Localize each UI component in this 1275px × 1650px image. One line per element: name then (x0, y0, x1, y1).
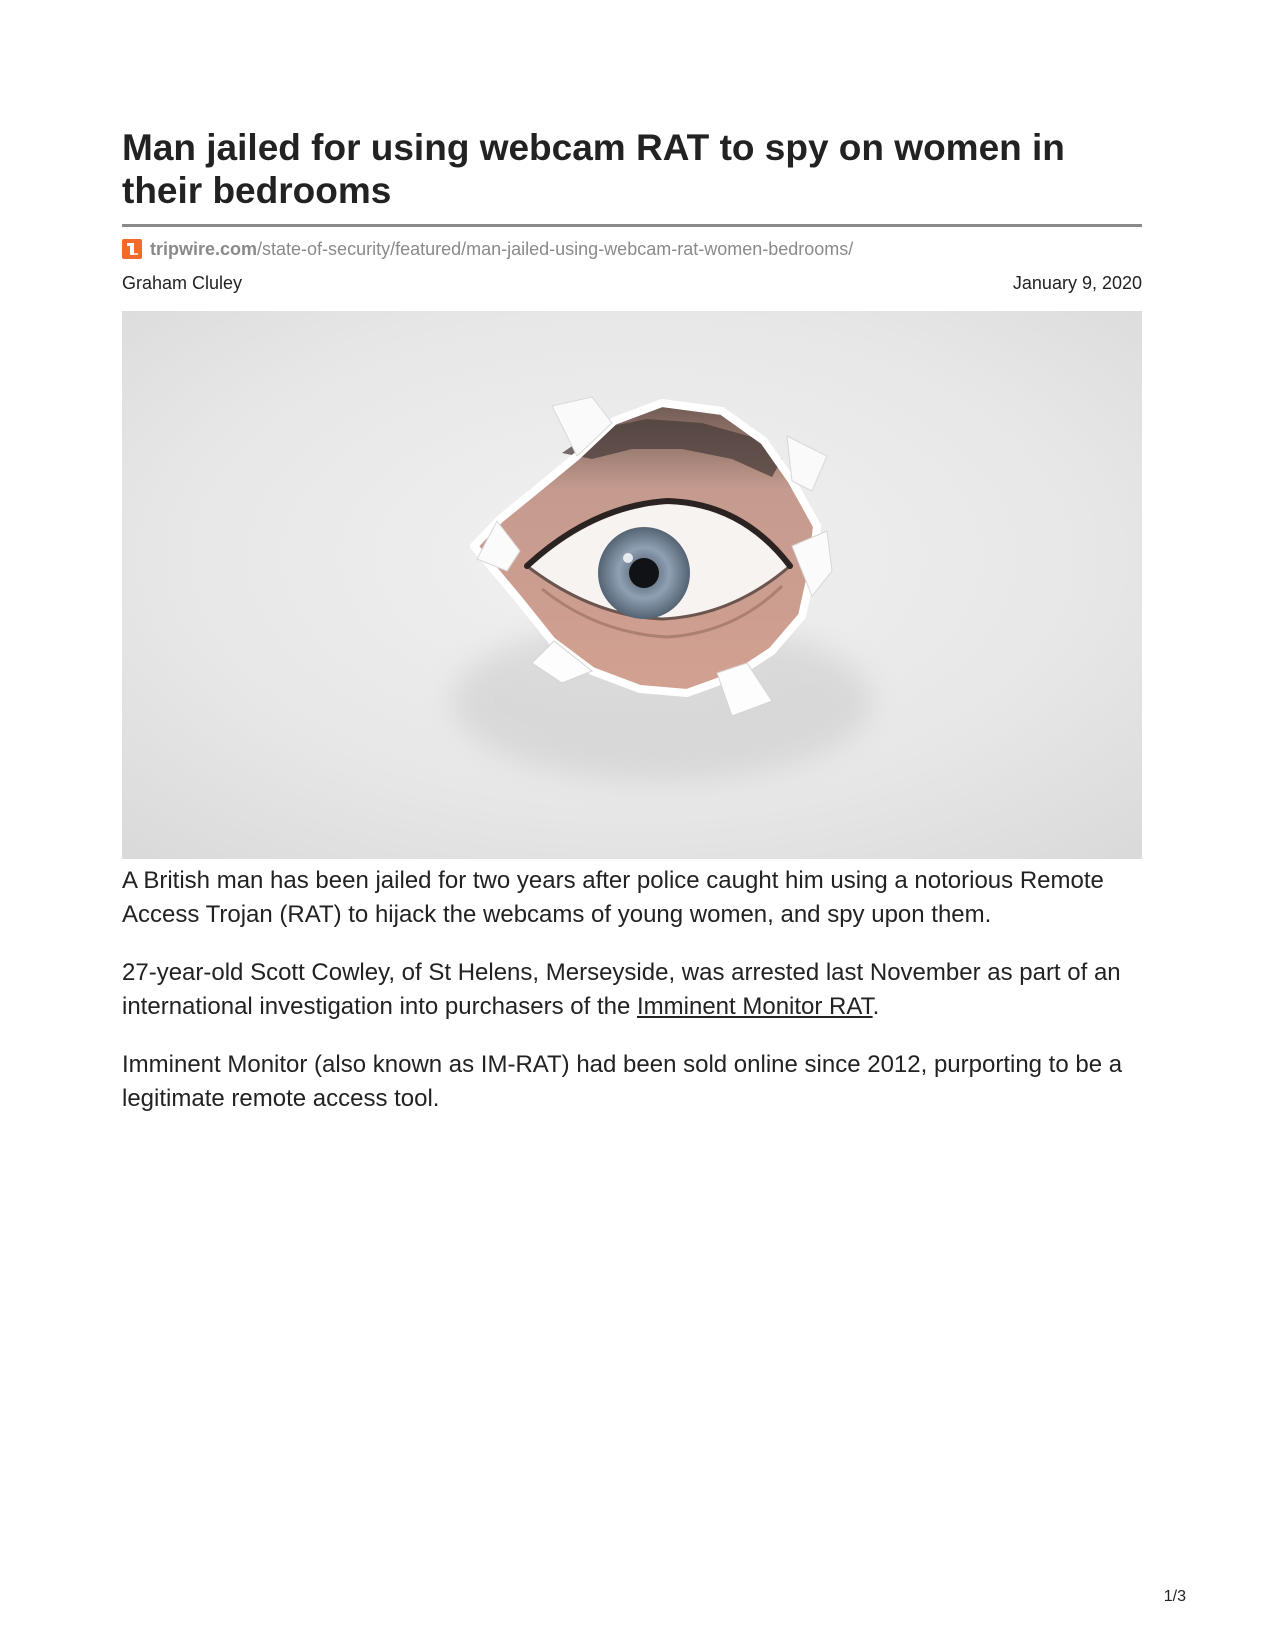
source-domain[interactable]: tripwire.com (150, 238, 258, 259)
tripwire-logo-icon (122, 239, 142, 259)
paragraph-arrest-text-after: . (872, 993, 880, 1020)
publish-date: January 9, 2020 (1012, 272, 1142, 293)
source-path[interactable]: /state-of-security/featured/man-jailed-using-webcam-rat-women-bedrooms/ (257, 238, 854, 259)
article-title: Man jailed for using webcam RAT to spy on women in their bedrooms (122, 127, 1065, 211)
paragraph-intro-text: A British man has been jailed for two years after police caught him using a notorious Remote Access Trojan (RAT) to hijack the webcams of young women, and spy upon them. (122, 867, 1104, 928)
article-body (122, 864, 1142, 1116)
article-page (122, 126, 1142, 1140)
paragraph-background (122, 1048, 1142, 1116)
eye-highlight (623, 553, 633, 563)
eye-through-torn-paper-image (122, 311, 1142, 859)
imminent-monitor-rat-link[interactable]: Imminent Monitor RAT (636, 993, 873, 1020)
author-name: Graham Cluley (122, 272, 243, 293)
pupil (629, 558, 659, 588)
title-divider (122, 224, 1142, 227)
article-meta (122, 271, 1142, 295)
paragraph-intro (122, 864, 1142, 932)
page-number: 1/3 (1163, 1588, 1186, 1605)
paragraph-arrest (122, 956, 1142, 1024)
source-url-row[interactable] (122, 238, 1142, 260)
paragraph-arrest-text-before: 27-year-old Scott Cowley, of St Helens, Merseyside, was arrested last November as part of an international investigation into purchasers of the (122, 959, 1121, 1020)
paragraph-background-text: Imminent Monitor (also known as IM-RAT) had been sold online since 2012, purporting to be a legitimate remote access tool. (122, 1051, 1123, 1112)
